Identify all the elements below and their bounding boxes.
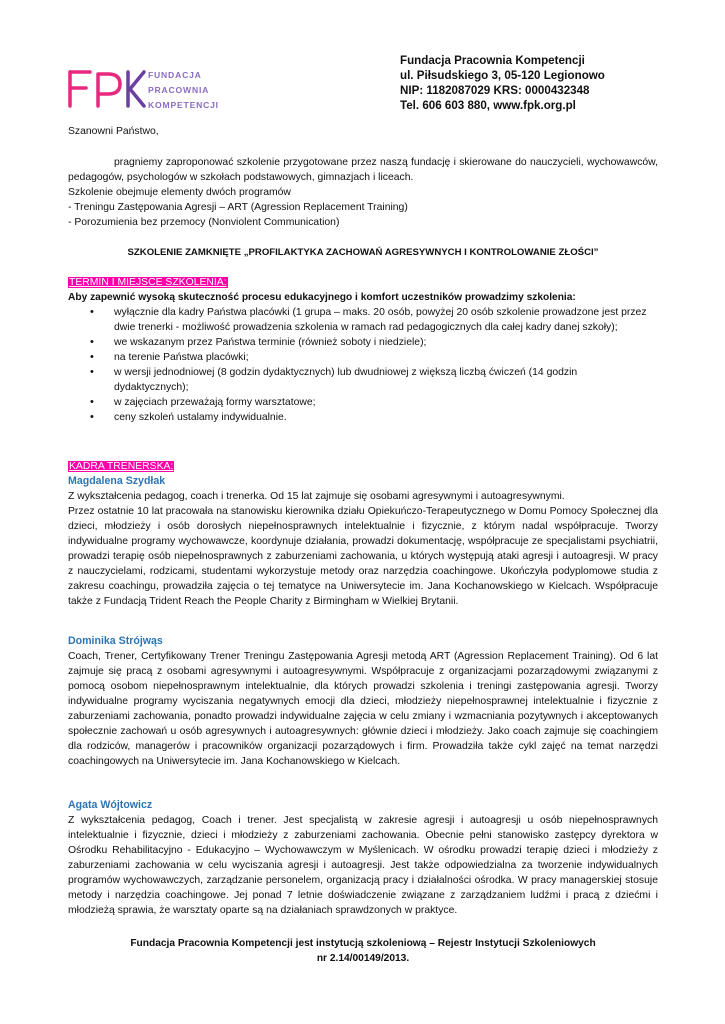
footer-line: Fundacja Pracownia Kompetencji jest instytucją szkoleniową – Rejestr Instytucji Szkoleniowych bbox=[130, 938, 596, 949]
footer-register-number: nr 2.14/00149/2013. bbox=[316, 953, 410, 964]
program-nvc: - Porozumienia bez przemocy (Nonviolent Communication) bbox=[68, 217, 340, 228]
termin-heading: TERMIN I MIEJSCE SZKOLENIA: bbox=[69, 277, 227, 288]
greeting: Szanowni Państwo, bbox=[68, 126, 159, 137]
programs-intro: Szkolenie obejmuje elementy dwóch programów bbox=[68, 187, 291, 198]
logo-wordmark bbox=[148, 68, 219, 113]
logo-word: KOMPETENCJI bbox=[148, 100, 219, 110]
section-termin bbox=[68, 275, 658, 290]
termin-lead: Aby zapewnić wysoką skuteczność procesu edukacyjnego i komfort uczestników prowadzimy szkolenia: bbox=[68, 292, 576, 303]
intro-paragraph: pragniemy zaproponować szkolenie przygotowane przez naszą fundację i skierowane do nauczycieli, wychowawców, pedagogów, psychologów w szkołach podstawowych, gimnazjach i liceach. bbox=[68, 157, 658, 183]
list-item: • wyłącznie dla kadry Państwa placówki (1 grupa – maks. 20 osób, powyżej 20 osób szkolenie prowadzone jest przez dwie trenerki - możliwość prowadzenia szkolenia w ramach rad pedagogicznych dla całej kadry danej szkoły); bbox=[68, 305, 658, 335]
list-item: • we wskazanym przez Państwa terminie (również soboty i niedziele); bbox=[68, 335, 658, 350]
training-title: SZKOLENIE ZAMKNIĘTE „PROFILAKTYKA ZACHOWAŃ AGRESYWNYCH I KONTROLOWANIE ZŁOŚCI” bbox=[127, 247, 599, 258]
trainer-bio: Z wykształcenia pedagog, Coach i trener. Jest specjalistą w zakresie agresji i autoagresji u osób niepełnosprawnych intelektualnie i fizycznie, dzieci i młodzieży z zaburzeniami zachowania. Obecnie pełni stanowisko zastępcy dyrektora w Ośrodku Rehabilitacyjno - Edukacyjno – Wychowawczym w Myślenicach. W ośrodku prowadzi terapię dzieci i młodzieży z zaburzeniami zachowania w celu wyciszania agresji i autoagresji. Jest także odpowiedzialna za tworzenie indywidualnych programów wychowawczych, zarządzanie personelem, organizacją pracy i działalności ośrodka. W pracy managerskiej stosuje metody i narzędzia coachingowe. Jej ponad 7 letnie doświadczenie związane z zarządzaniem ludźmi i pracą z dziećmi i młodzieżą sprawia, że warsztaty oparte są na działaniach sprawdzonych w praktyce. bbox=[68, 815, 658, 916]
logo-word: PRACOWNIA bbox=[148, 85, 210, 95]
company-street: ul. Piłsudskiego 3, 05-120 Legionowo bbox=[400, 69, 605, 82]
list-item: • w zajęciach przeważają formy warsztatowe; bbox=[68, 395, 658, 410]
trainer-name: Dominika Strójwąs bbox=[68, 635, 163, 647]
termin-list bbox=[68, 305, 658, 425]
list-item: • na terenie Państwa placówki; bbox=[68, 350, 658, 365]
trainer-name: Magdalena Szydłak bbox=[68, 475, 166, 487]
list-item: • w wersji jednodniowej (8 godzin dydaktycznych) lub dwudniowej z większą liczbą ćwiczeń (14 godzin dydaktycznych); bbox=[68, 365, 658, 395]
company-nip-krs: NIP: 1182087029 KRS: 0000432348 bbox=[400, 84, 590, 97]
company-contact: Tel. 606 603 880, www.fpk.org.pl bbox=[400, 99, 576, 112]
company-name: Fundacja Pracownia Kompetencji bbox=[400, 54, 585, 67]
kadra-heading: KADRA TRENERSKA: bbox=[69, 461, 174, 472]
list-item: • ceny szkoleń ustalamy indywidualnie. bbox=[68, 410, 658, 425]
logo-word: FUNDACJA bbox=[148, 70, 202, 80]
trainer-bio: Coach, Trener, Certyfikowany Trener Treningu Zastępowania Agresji metodą ART (Agression Replacement Training). Od 6 lat zajmuje się pracą z osobami agresywnymi i autoagresywnymi. Współpracuje z organizacjami pozarządowymi związanymi z pomocą osobom niepełnosprawnym intelektualnie, dla których prowadzi szkolenia i treningi zastępowania agresji. Tworzy indywidualne programy wyciszania negatywnych emocji dla dzieci, młodzieży niepełnosprawnej intelektualnie i fizycznie z zaburzeniami zachowania, ponadto prowadzi indywidualne zajęcia w celu zmiany i wzmacniania pozytywnych i akceptowanych społecznie zachowań u osób agresywnych i autoagresywnych: głównie dzieci i młodzieży. Jako coach zajmuje się coachingiem dla rodziców, managerów i pracowników organizacji pozarządowych i firm. Prowadziła także cykl zajęć na temat narzędzi coachingowych na Uniwersytecie im. Jana Kochanowskiego w Kielcach. bbox=[68, 651, 658, 767]
program-art: - Treningu Zastępowania Agresji – ART (Agression Replacement Training) bbox=[68, 202, 408, 213]
trainer-bio-line: Z wykształcenia pedagog, coach i trenerka. Od 15 lat zajmuje się osobami agresywnymi i autoagresywnymi. bbox=[68, 491, 565, 502]
trainer-bio: Przez ostatnie 10 lat pracowała na stanowisku kierownika działu Opiekuńczo-Terapeutycznego w Domu Pomocy Społecznej dla dzieci, młodzieży i osób dorosłych niepełnosprawnych intelektualnie i fizycznie, z którym nadal współpracuje. Tworzy indywidualne programy wychowawcze, koordynuje działania, prowadzi dokumentację, współpracuje ze specjalistami psychiatrii, prowadzi terapię osób niepełnosprawnych z zaburzeniami zachowania, u których występują ataki agresji i autoagresji. W pracy z nauczycielami, rodzicami, studentami wykorzystuje metody oraz narzędzia coachingowe. Ukończyła podyplomowe studia z zakresu coachingu, prowadziła zajęcia o tej tematyce na Uniwersytecie im. Jana Kochanowskiego w Kielcach. Współpracuje także z Fundacją Trident Reach the People Charity z Birmingham w Wielkiej Brytanii. bbox=[68, 506, 658, 607]
section-kadra bbox=[68, 459, 658, 474]
company-address-block bbox=[400, 53, 605, 113]
trainer-name: Agata Wójtowicz bbox=[68, 799, 153, 811]
